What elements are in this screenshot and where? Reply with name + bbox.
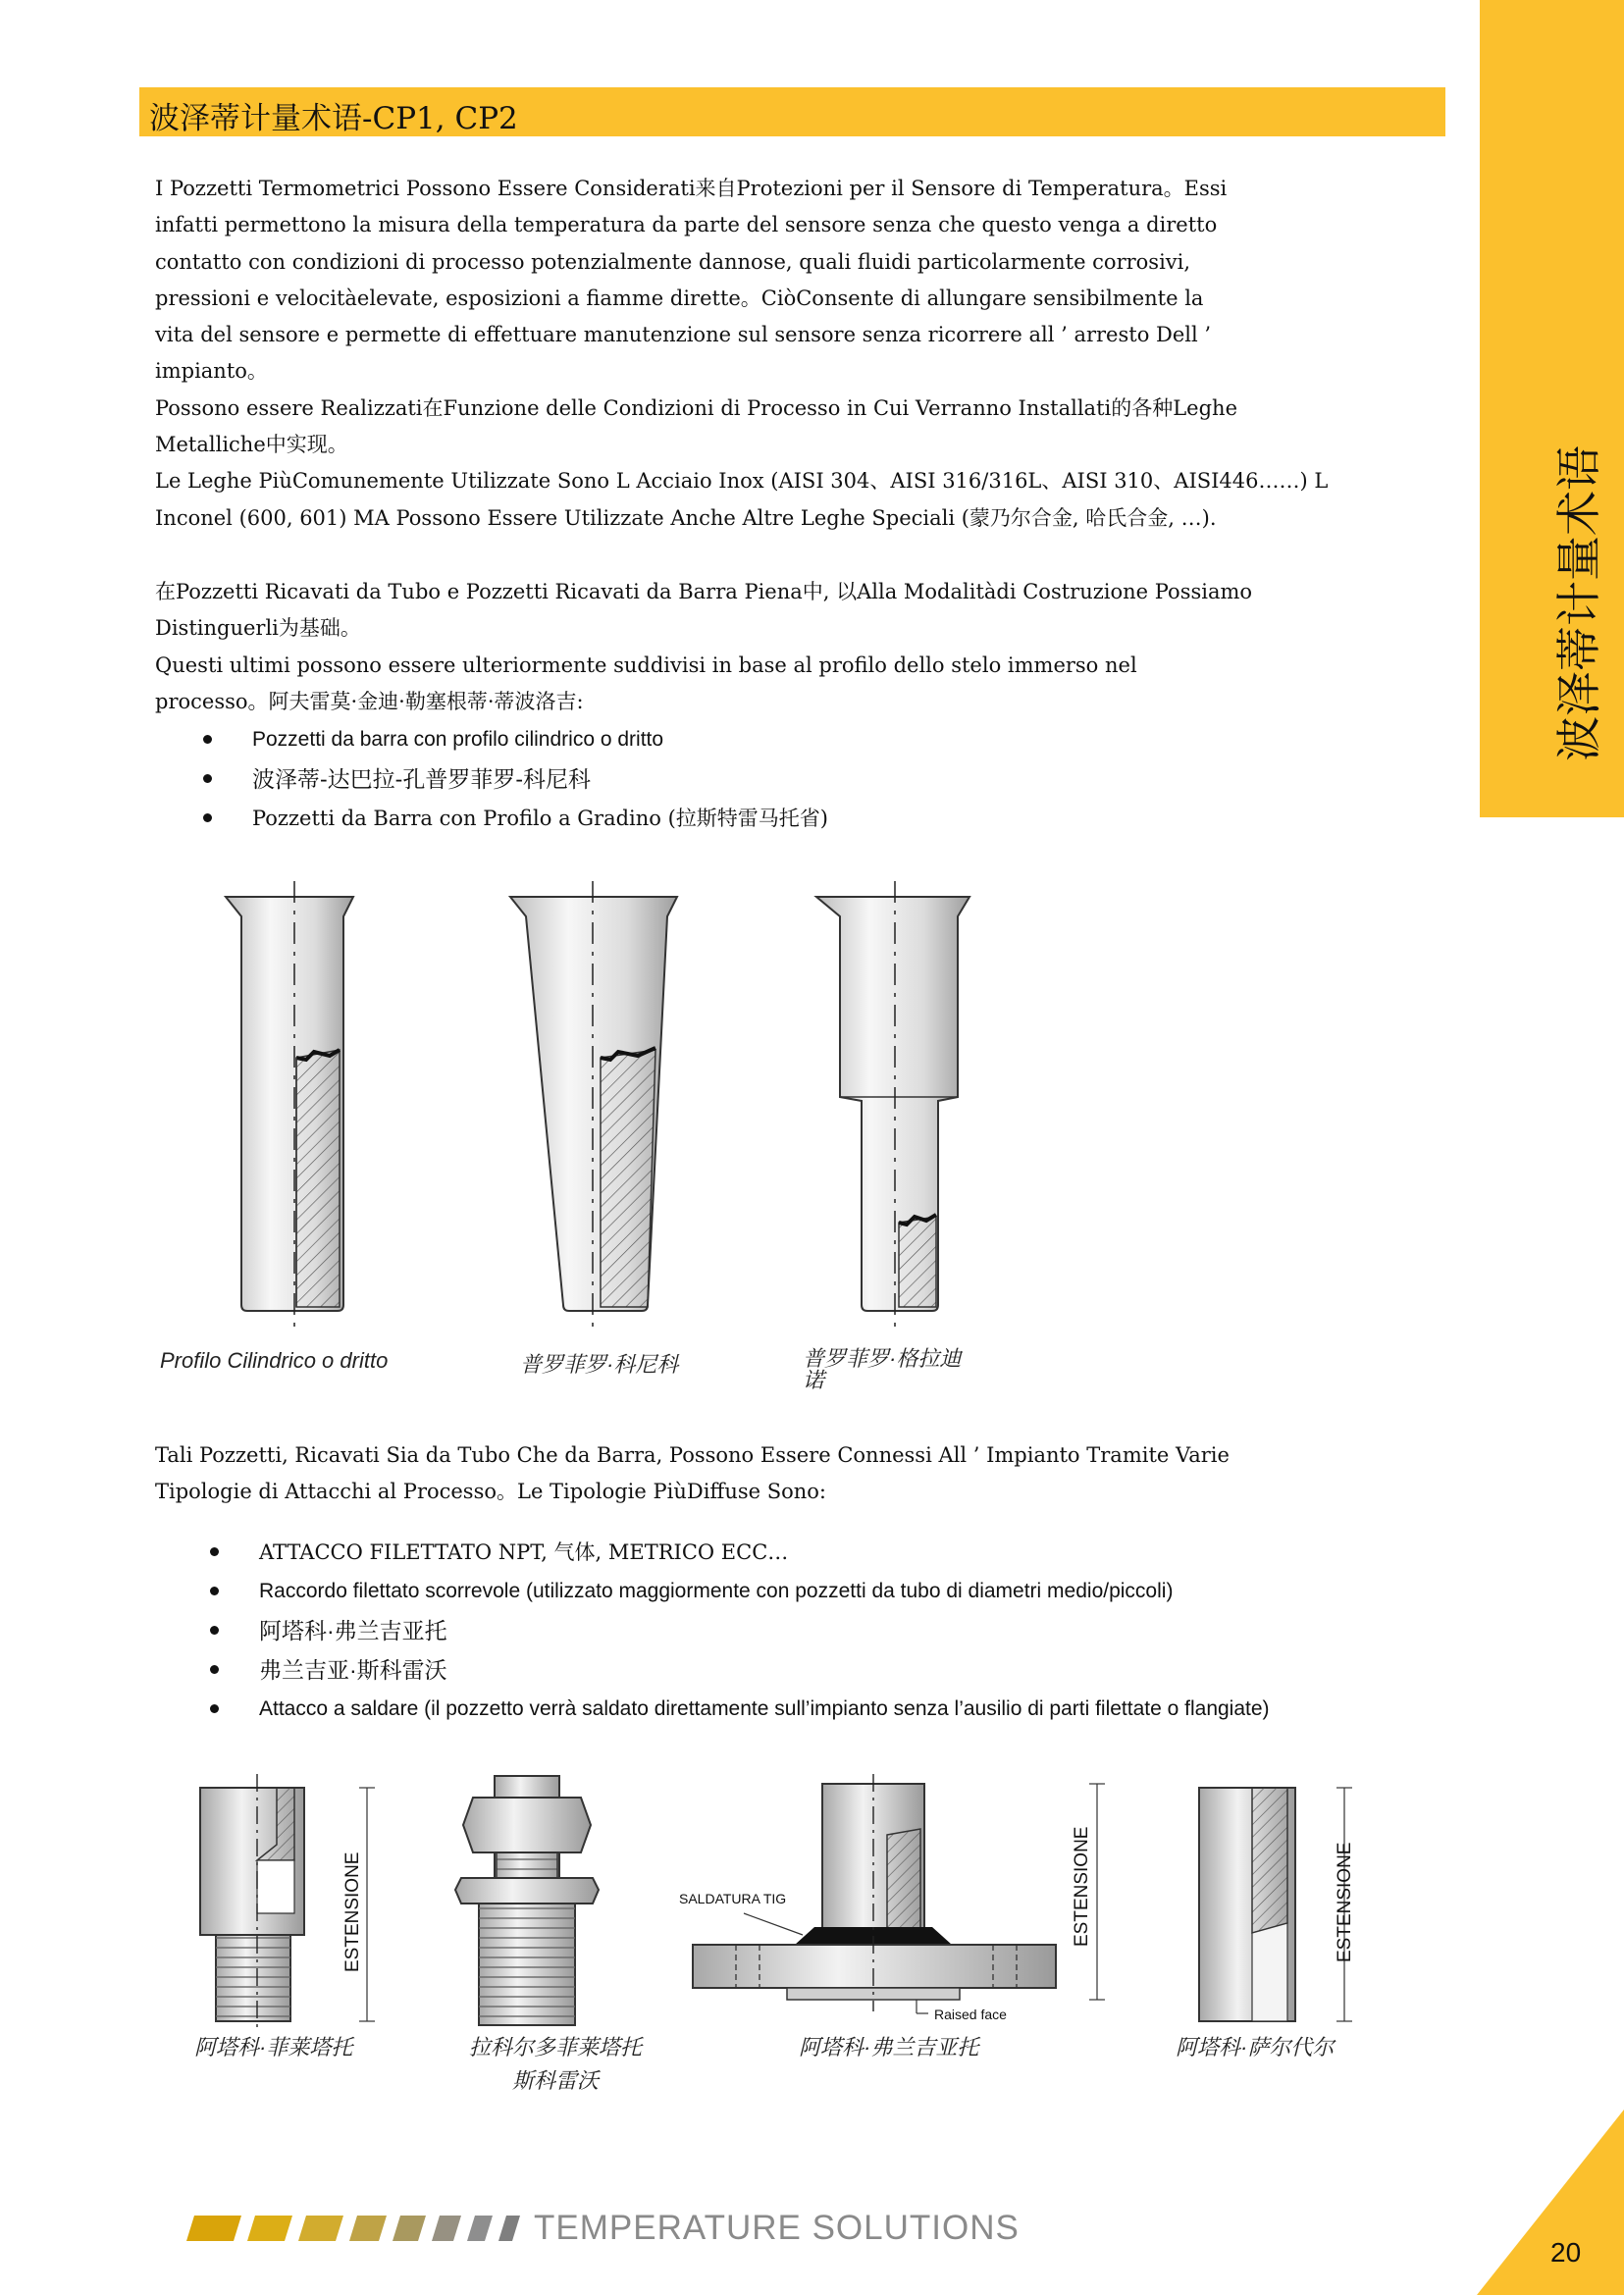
figure-caption: 拉科尔多菲莱塔托 斯科雷沃 xyxy=(469,2035,643,2093)
list-item: ATTACCO FILETTATO NPT, 气体, METRICO ECC… xyxy=(210,1536,1270,1575)
compression-fitting-drawing xyxy=(455,1776,599,2025)
page-header-bar xyxy=(139,87,1445,136)
list-item: Attacco a saldare (il pozzetto verrà saldato direttamente sull’impianto senza l’ausilio di parti filettate o flangiate) xyxy=(210,1693,1270,1732)
text-line: pressioni e velocitàelevate, esposizioni a fiamme dirette。CiòConsente di allungare sensibilmente la xyxy=(155,286,1204,310)
figure-caption: 普罗菲罗·科尼科 xyxy=(520,1352,679,1377)
text-line: Possono essere Realizzati在Funzione delle Condizioni di Processo in Cui Verranno Installati的各种Leghe xyxy=(155,395,1237,420)
intro-paragraph xyxy=(155,171,1433,537)
figure-caption: Profilo Cilindrico o dritto xyxy=(160,1348,389,1373)
text-line: processo。阿夫雷莫·金迪·勒塞根蒂·蒂波洛吉: xyxy=(155,689,584,713)
flanged-connection-drawing xyxy=(679,1774,1105,2022)
side-tab-label: 波泽蒂计量术语 xyxy=(1552,445,1605,761)
text-line: Distinguerli为基础。 xyxy=(155,616,361,641)
figure-caption: 阿塔科·菲莱塔托 xyxy=(194,2035,353,2060)
text-line: vita del sensore e permette di effettuare manutenzione sul sensore senza ricorrere all ’ arresto Dell ’ xyxy=(155,323,1212,347)
profile-list xyxy=(203,723,828,841)
page-number: 20 xyxy=(1550,2237,1582,2268)
figure-caption: 普罗菲罗·格拉迪 诺 xyxy=(803,1346,962,1392)
estensione-label: ESTENSIONE xyxy=(1335,1842,1355,1962)
text-line: Le Leghe PiùComunemente Utilizzate Sono L Acciaio Inox (AISI 304、AISI 316/316L、AISI 310、AISI446……) L xyxy=(155,469,1329,494)
saldatura-label: SALDATURA TIG xyxy=(679,1891,787,1906)
threaded-connection-drawing xyxy=(200,1774,375,2031)
text-line: 在Pozzetti Ricavati da Tubo e Pozzetti Ricavati da Barra Piena中, 以Alla Modalitàdi Costruzione Possiamo xyxy=(155,580,1253,603)
text-line: Tali Pozzetti, Ricavati Sia da Tubo Che da Barra, Possono Essere Connessi All ’ Impianto Tramite Varie xyxy=(155,1443,1230,1467)
text-line: impianto。 xyxy=(155,359,268,384)
list-item: Raccordo filettato scorrevole (utilizzato maggiormente con pozzetti da tubo di diametri medio/piccoli) xyxy=(210,1575,1270,1614)
list-item: 弗兰吉亚·斯科雷沃 xyxy=(210,1653,1270,1693)
text-line: contatto con condizioni di processo potenzialmente dannose, quali fluidi particolarmente corrosivi, xyxy=(155,249,1191,274)
figure-caption: 阿塔科·萨尔代尔 xyxy=(1176,2035,1335,2060)
raised-face-label: Raised face xyxy=(934,2007,1007,2022)
figure-caption: 阿塔科·弗兰吉亚托 xyxy=(799,2035,979,2060)
stepped-thermowell xyxy=(816,881,969,1334)
text-line: Metalliche中实现。 xyxy=(155,433,348,457)
brand-stripes-logo xyxy=(186,2214,530,2243)
page-title: 波泽蒂计量术语-CP1, CP2 xyxy=(149,101,518,136)
text-line: Inconel (600, 601) MA Possono Essere Utilizzate Anche Altre Leghe Speciali (蒙乃尔合金, 哈氏合金, …). xyxy=(155,505,1217,530)
connections-paragraph xyxy=(155,1437,1433,1511)
list-item: Pozzetti da barra con profilo cilindrico o dritto xyxy=(203,723,828,762)
text-line: I Pozzetti Termometrici Possono Essere Considerati来自Protezioni per il Sensore di Temperatura。Essi xyxy=(155,177,1228,200)
text-line: Questi ultimi possono essere ulteriormente suddivisi in base al profilo dello stelo immerso nel xyxy=(155,652,1137,677)
construction-paragraph xyxy=(155,574,1433,720)
cylindrical-thermowell xyxy=(226,881,353,1334)
estensione-label: ESTENSIONE xyxy=(342,1852,363,1972)
weld-in-connection-drawing xyxy=(1199,1788,1355,2021)
list-item: Pozzetti da Barra con Profilo a Gradino (拉斯特雷马托省) xyxy=(203,802,828,841)
list-item: 阿塔科·弗兰吉亚托 xyxy=(210,1614,1270,1653)
list-item: 波泽蒂-达巴拉-孔普罗菲罗-科尼科 xyxy=(203,762,828,802)
conical-thermowell xyxy=(510,881,677,1334)
thermowell-profiles-figure xyxy=(157,873,1040,1354)
text-line: infatti permettono la misura della temperatura da parte del sensore senza che questo venga a diretto xyxy=(155,213,1218,237)
footer-brand: TEMPERATURE SOLUTIONS xyxy=(534,2209,1020,2247)
text-line: Tipologie di Attacchi al Processo。Le Tipologie PiùDiffuse Sono: xyxy=(155,1480,827,1504)
estensione-label: ESTENSIONE xyxy=(1072,1826,1092,1947)
process-connections-figure xyxy=(186,1766,1413,2041)
connection-list xyxy=(210,1536,1270,1732)
